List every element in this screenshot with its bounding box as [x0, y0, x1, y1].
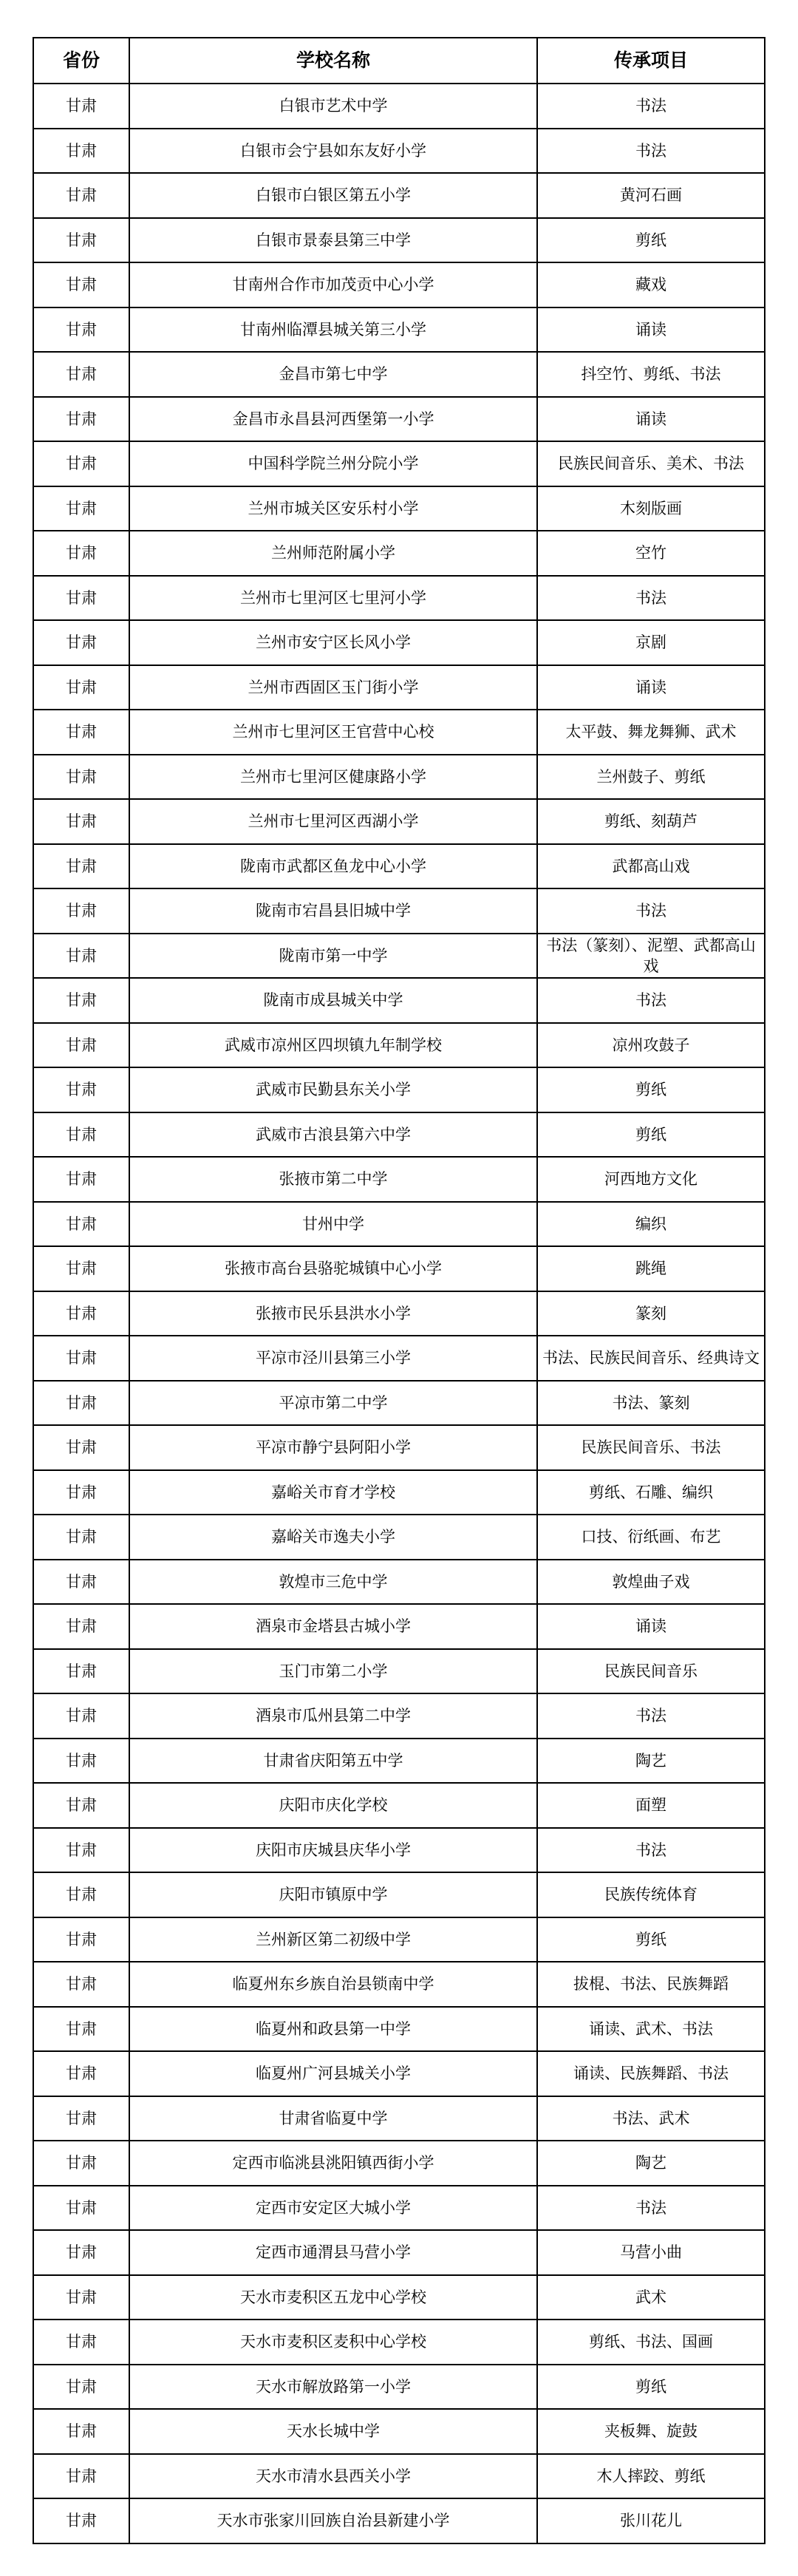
- cell-project: 太平鼓、舞龙舞狮、武术: [537, 710, 765, 755]
- table-row: [33, 2186, 765, 2231]
- cell-school-name: 平凉市静宁县阿阳小学: [129, 1425, 537, 1470]
- cell-project: 书法: [537, 1693, 765, 1739]
- table-row: [33, 129, 765, 174]
- cell-school-name: 白银市会宁县如东友好小学: [129, 129, 537, 174]
- cell-project: 京剧: [537, 620, 765, 665]
- cell-project: 诵读、武术、书法: [537, 2007, 765, 2052]
- table-row: [33, 2051, 765, 2096]
- cell-province: 甘肃: [33, 1246, 129, 1291]
- cell-school-name: 嘉峪关市育才学校: [129, 1470, 537, 1515]
- cell-project: 凉州攻鼓子: [537, 1023, 765, 1068]
- cell-school-name: 天水市麦积区麦积中心学校: [129, 2320, 537, 2365]
- cell-school-name: 酒泉市金塔县古城小学: [129, 1604, 537, 1649]
- cell-school-name: 甘州中学: [129, 1202, 537, 1247]
- table-row: [33, 799, 765, 844]
- table-row: [33, 844, 765, 889]
- table-row: [33, 978, 765, 1023]
- cell-project: 剪纸: [537, 1067, 765, 1112]
- cell-project: 诵读: [537, 397, 765, 442]
- cell-project: 诵读、民族舞蹈、书法: [537, 2051, 765, 2096]
- table-row: [33, 307, 765, 353]
- table-body: [33, 84, 765, 2543]
- cell-province: 甘肃: [33, 2141, 129, 2186]
- cell-project: 编织: [537, 1202, 765, 1247]
- school-table-container: [33, 37, 764, 2544]
- table-row: [33, 397, 765, 442]
- table-row: [33, 1739, 765, 1784]
- table-row: [33, 2409, 765, 2454]
- table-row: [33, 1828, 765, 1873]
- cell-province: 甘肃: [33, 218, 129, 263]
- cell-school-name: 张掖市高台县骆驼城镇中心小学: [129, 1246, 537, 1291]
- cell-school-name: 金昌市第七中学: [129, 352, 537, 397]
- cell-province: 甘肃: [33, 2365, 129, 2410]
- cell-school-name: 金昌市永昌县河西堡第一小学: [129, 397, 537, 442]
- cell-province: 甘肃: [33, 1336, 129, 1381]
- cell-project: 口技、衍纸画、布艺: [537, 1515, 765, 1560]
- cell-province: 甘肃: [33, 1515, 129, 1560]
- cell-project: 剪纸: [537, 1112, 765, 1158]
- cell-school-name: 兰州师范附属小学: [129, 531, 537, 576]
- cell-school-name: 张掖市第二中学: [129, 1157, 537, 1202]
- cell-province: 甘肃: [33, 978, 129, 1023]
- table-row: [33, 665, 765, 710]
- cell-school-name: 武威市凉州区四坝镇九年制学校: [129, 1023, 537, 1068]
- table-row: [33, 441, 765, 486]
- table-row: [33, 1023, 765, 1068]
- cell-school-name: 天水市麦积区五龙中心学校: [129, 2275, 537, 2320]
- cell-province: 甘肃: [33, 1962, 129, 2007]
- table-row: [33, 486, 765, 531]
- cell-province: 甘肃: [33, 2096, 129, 2141]
- cell-project: 书法、武术: [537, 2096, 765, 2141]
- cell-school-name: 陇南市第一中学: [129, 934, 537, 979]
- cell-province: 甘肃: [33, 1739, 129, 1784]
- cell-province: 甘肃: [33, 576, 129, 621]
- cell-school-name: 陇南市武都区鱼龙中心小学: [129, 844, 537, 889]
- cell-project: 书法: [537, 1828, 765, 1873]
- cell-project: 书法: [537, 888, 765, 934]
- cell-school-name: 兰州市西固区玉门街小学: [129, 665, 537, 710]
- cell-school-name: 甘南州合作市加茂贡中心小学: [129, 262, 537, 307]
- cell-project: 诵读: [537, 307, 765, 353]
- table-row: [33, 1693, 765, 1739]
- cell-province: 甘肃: [33, 531, 129, 576]
- cell-province: 甘肃: [33, 2230, 129, 2275]
- cell-school-name: 张掖市民乐县洪水小学: [129, 1291, 537, 1336]
- cell-province: 甘肃: [33, 1828, 129, 1873]
- table-row: [33, 2096, 765, 2141]
- cell-province: 甘肃: [33, 1112, 129, 1158]
- cell-province: 甘肃: [33, 486, 129, 531]
- table-row: [33, 1515, 765, 1560]
- cell-school-name: 甘肃省庆阳第五中学: [129, 1739, 537, 1784]
- cell-school-name: 嘉峪关市逸夫小学: [129, 1515, 537, 1560]
- cell-project: 黄河石画: [537, 173, 765, 218]
- cell-province: 甘肃: [33, 2051, 129, 2096]
- cell-project: 拔棍、书法、民族舞蹈: [537, 1962, 765, 2007]
- cell-project: 剪纸: [537, 2365, 765, 2410]
- cell-school-name: 中国科学院兰州分院小学: [129, 441, 537, 486]
- cell-province: 甘肃: [33, 307, 129, 353]
- table-row: [33, 1962, 765, 2007]
- table-row: [33, 84, 765, 129]
- cell-province: 甘肃: [33, 1693, 129, 1739]
- cell-province: 甘肃: [33, 1202, 129, 1247]
- cell-province: 甘肃: [33, 397, 129, 442]
- cell-project: 剪纸: [537, 1917, 765, 1962]
- cell-school-name: 白银市艺术中学: [129, 84, 537, 129]
- table-row: [33, 1067, 765, 1112]
- cell-province: 甘肃: [33, 1783, 129, 1828]
- cell-province: 甘肃: [33, 84, 129, 129]
- cell-project: 兰州鼓子、剪纸: [537, 755, 765, 800]
- cell-province: 甘肃: [33, 173, 129, 218]
- cell-province: 甘肃: [33, 2007, 129, 2052]
- cell-school-name: 甘肃省临夏中学: [129, 2096, 537, 2141]
- cell-project: 空竹: [537, 531, 765, 576]
- table-row: [33, 1917, 765, 1962]
- cell-project: 木人摔跤、剪纸: [537, 2454, 765, 2499]
- cell-province: 甘肃: [33, 1917, 129, 1962]
- cell-project: 书法（篆刻）、泥塑、武都高山戏: [537, 934, 765, 979]
- cell-school-name: 庆阳市庆化学校: [129, 1783, 537, 1828]
- table-row: [33, 2454, 765, 2499]
- table-row: [33, 576, 765, 621]
- table-row: [33, 173, 765, 218]
- table-row: [33, 1157, 765, 1202]
- table-row: [33, 1783, 765, 1828]
- cell-school-name: 天水长城中学: [129, 2409, 537, 2454]
- table-row: [33, 2365, 765, 2410]
- table-row: [33, 1381, 765, 1426]
- cell-school-name: 临夏州东乡族自治县锁南中学: [129, 1962, 537, 2007]
- school-table: [33, 37, 765, 2544]
- cell-project: 剪纸、刻葫芦: [537, 799, 765, 844]
- cell-project: 跳绳: [537, 1246, 765, 1291]
- table-row: [33, 2230, 765, 2275]
- cell-project: 陶艺: [537, 1739, 765, 1784]
- cell-province: 甘肃: [33, 665, 129, 710]
- table-row: [33, 2275, 765, 2320]
- cell-province: 甘肃: [33, 1157, 129, 1202]
- cell-province: 甘肃: [33, 710, 129, 755]
- cell-school-name: 天水市清水县西关小学: [129, 2454, 537, 2499]
- cell-project: 剪纸: [537, 218, 765, 263]
- cell-school-name: 陇南市成县城关中学: [129, 978, 537, 1023]
- table-row: [33, 1336, 765, 1381]
- cell-province: 甘肃: [33, 844, 129, 889]
- table-row: [33, 531, 765, 576]
- cell-project: 书法: [537, 978, 765, 1023]
- cell-province: 甘肃: [33, 2409, 129, 2454]
- cell-project: 书法: [537, 2186, 765, 2231]
- cell-province: 甘肃: [33, 888, 129, 934]
- table-row: [33, 620, 765, 665]
- header-school-name: 学校名称: [129, 38, 537, 84]
- header-province: 省份: [33, 38, 129, 84]
- table-row: [33, 1425, 765, 1470]
- cell-province: 甘肃: [33, 799, 129, 844]
- table-row: [33, 710, 765, 755]
- cell-project: 剪纸、书法、国画: [537, 2320, 765, 2365]
- cell-project: 剪纸、石雕、编织: [537, 1470, 765, 1515]
- cell-school-name: 平凉市第二中学: [129, 1381, 537, 1426]
- table-header: [33, 38, 765, 84]
- cell-project: 夹板舞、旋鼓: [537, 2409, 765, 2454]
- cell-province: 甘肃: [33, 1067, 129, 1112]
- cell-province: 甘肃: [33, 262, 129, 307]
- cell-school-name: 兰州市七里河区七里河小学: [129, 576, 537, 621]
- cell-school-name: 武威市古浪县第六中学: [129, 1112, 537, 1158]
- cell-province: 甘肃: [33, 755, 129, 800]
- cell-school-name: 兰州市七里河区西湖小学: [129, 799, 537, 844]
- cell-school-name: 敦煌市三危中学: [129, 1560, 537, 1605]
- cell-province: 甘肃: [33, 1872, 129, 1917]
- cell-school-name: 武威市民勤县东关小学: [129, 1067, 537, 1112]
- cell-province: 甘肃: [33, 1291, 129, 1336]
- cell-school-name: 兰州市安宁区长风小学: [129, 620, 537, 665]
- table-row: [33, 888, 765, 934]
- cell-school-name: 白银市白银区第五小学: [129, 173, 537, 218]
- cell-project: 藏戏: [537, 262, 765, 307]
- cell-province: 甘肃: [33, 2454, 129, 2499]
- cell-province: 甘肃: [33, 1023, 129, 1068]
- cell-school-name: 兰州市七里河区王官营中心校: [129, 710, 537, 755]
- cell-province: 甘肃: [33, 1381, 129, 1426]
- cell-province: 甘肃: [33, 2498, 129, 2543]
- table-row: [33, 1246, 765, 1291]
- cell-province: 甘肃: [33, 1560, 129, 1605]
- cell-school-name: 兰州市城关区安乐村小学: [129, 486, 537, 531]
- cell-school-name: 定西市通渭县马营小学: [129, 2230, 537, 2275]
- cell-school-name: 兰州新区第二初级中学: [129, 1917, 537, 1962]
- cell-project: 民族民间音乐、美术、书法: [537, 441, 765, 486]
- cell-project: 武都高山戏: [537, 844, 765, 889]
- cell-project: 诵读: [537, 665, 765, 710]
- cell-province: 甘肃: [33, 1470, 129, 1515]
- cell-school-name: 定西市安定区大城小学: [129, 2186, 537, 2231]
- table-row: [33, 2141, 765, 2186]
- cell-project: 陶艺: [537, 2141, 765, 2186]
- cell-school-name: 天水市张家川回族自治县新建小学: [129, 2498, 537, 2543]
- cell-province: 甘肃: [33, 352, 129, 397]
- table-row: [33, 755, 765, 800]
- cell-project: 书法: [537, 84, 765, 129]
- cell-school-name: 酒泉市瓜州县第二中学: [129, 1693, 537, 1739]
- cell-project: 面塑: [537, 1783, 765, 1828]
- cell-province: 甘肃: [33, 441, 129, 486]
- cell-province: 甘肃: [33, 934, 129, 979]
- table-row: [33, 262, 765, 307]
- cell-school-name: 玉门市第二小学: [129, 1649, 537, 1694]
- table-row: [33, 2320, 765, 2365]
- cell-province: 甘肃: [33, 1649, 129, 1694]
- cell-school-name: 临夏州广河县城关小学: [129, 2051, 537, 2096]
- header-project: 传承项目: [537, 38, 765, 84]
- cell-province: 甘肃: [33, 1604, 129, 1649]
- header-row: [33, 38, 765, 84]
- cell-school-name: 天水市解放路第一小学: [129, 2365, 537, 2410]
- cell-project: 民族传统体育: [537, 1872, 765, 1917]
- cell-project: 书法、民族民间音乐、经典诗文: [537, 1336, 765, 1381]
- table-row: [33, 1872, 765, 1917]
- cell-school-name: 白银市景泰县第三中学: [129, 218, 537, 263]
- table-row: [33, 2007, 765, 2052]
- cell-project: 篆刻: [537, 1291, 765, 1336]
- cell-school-name: 陇南市宕昌县旧城中学: [129, 888, 537, 934]
- table-row: [33, 2498, 765, 2543]
- cell-project: 诵读: [537, 1604, 765, 1649]
- table-row: [33, 218, 765, 263]
- cell-school-name: 甘南州临潭县城关第三小学: [129, 307, 537, 353]
- cell-province: 甘肃: [33, 620, 129, 665]
- cell-project: 民族民间音乐、书法: [537, 1425, 765, 1470]
- cell-school-name: 定西市临洮县洮阳镇西街小学: [129, 2141, 537, 2186]
- cell-project: 张川花儿: [537, 2498, 765, 2543]
- cell-project: 马营小曲: [537, 2230, 765, 2275]
- cell-province: 甘肃: [33, 2186, 129, 2231]
- table-row: [33, 934, 765, 979]
- cell-project: 书法: [537, 129, 765, 174]
- cell-project: 敦煌曲子戏: [537, 1560, 765, 1605]
- table-row: [33, 352, 765, 397]
- cell-project: 抖空竹、剪纸、书法: [537, 352, 765, 397]
- cell-school-name: 庆阳市镇原中学: [129, 1872, 537, 1917]
- cell-school-name: 临夏州和政县第一中学: [129, 2007, 537, 2052]
- cell-project: 河西地方文化: [537, 1157, 765, 1202]
- table-row: [33, 1291, 765, 1336]
- table-row: [33, 1604, 765, 1649]
- cell-project: 武术: [537, 2275, 765, 2320]
- cell-school-name: 兰州市七里河区健康路小学: [129, 755, 537, 800]
- cell-project: 民族民间音乐: [537, 1649, 765, 1694]
- cell-project: 书法、篆刻: [537, 1381, 765, 1426]
- table-row: [33, 1202, 765, 1247]
- cell-province: 甘肃: [33, 2320, 129, 2365]
- cell-province: 甘肃: [33, 129, 129, 174]
- cell-project: 木刻版画: [537, 486, 765, 531]
- table-row: [33, 1470, 765, 1515]
- table-row: [33, 1560, 765, 1605]
- cell-province: 甘肃: [33, 2275, 129, 2320]
- cell-project: 书法: [537, 576, 765, 621]
- cell-school-name: 平凉市泾川县第三小学: [129, 1336, 537, 1381]
- cell-school-name: 庆阳市庆城县庆华小学: [129, 1828, 537, 1873]
- table-row: [33, 1649, 765, 1694]
- table-row: [33, 1112, 765, 1158]
- cell-province: 甘肃: [33, 1425, 129, 1470]
